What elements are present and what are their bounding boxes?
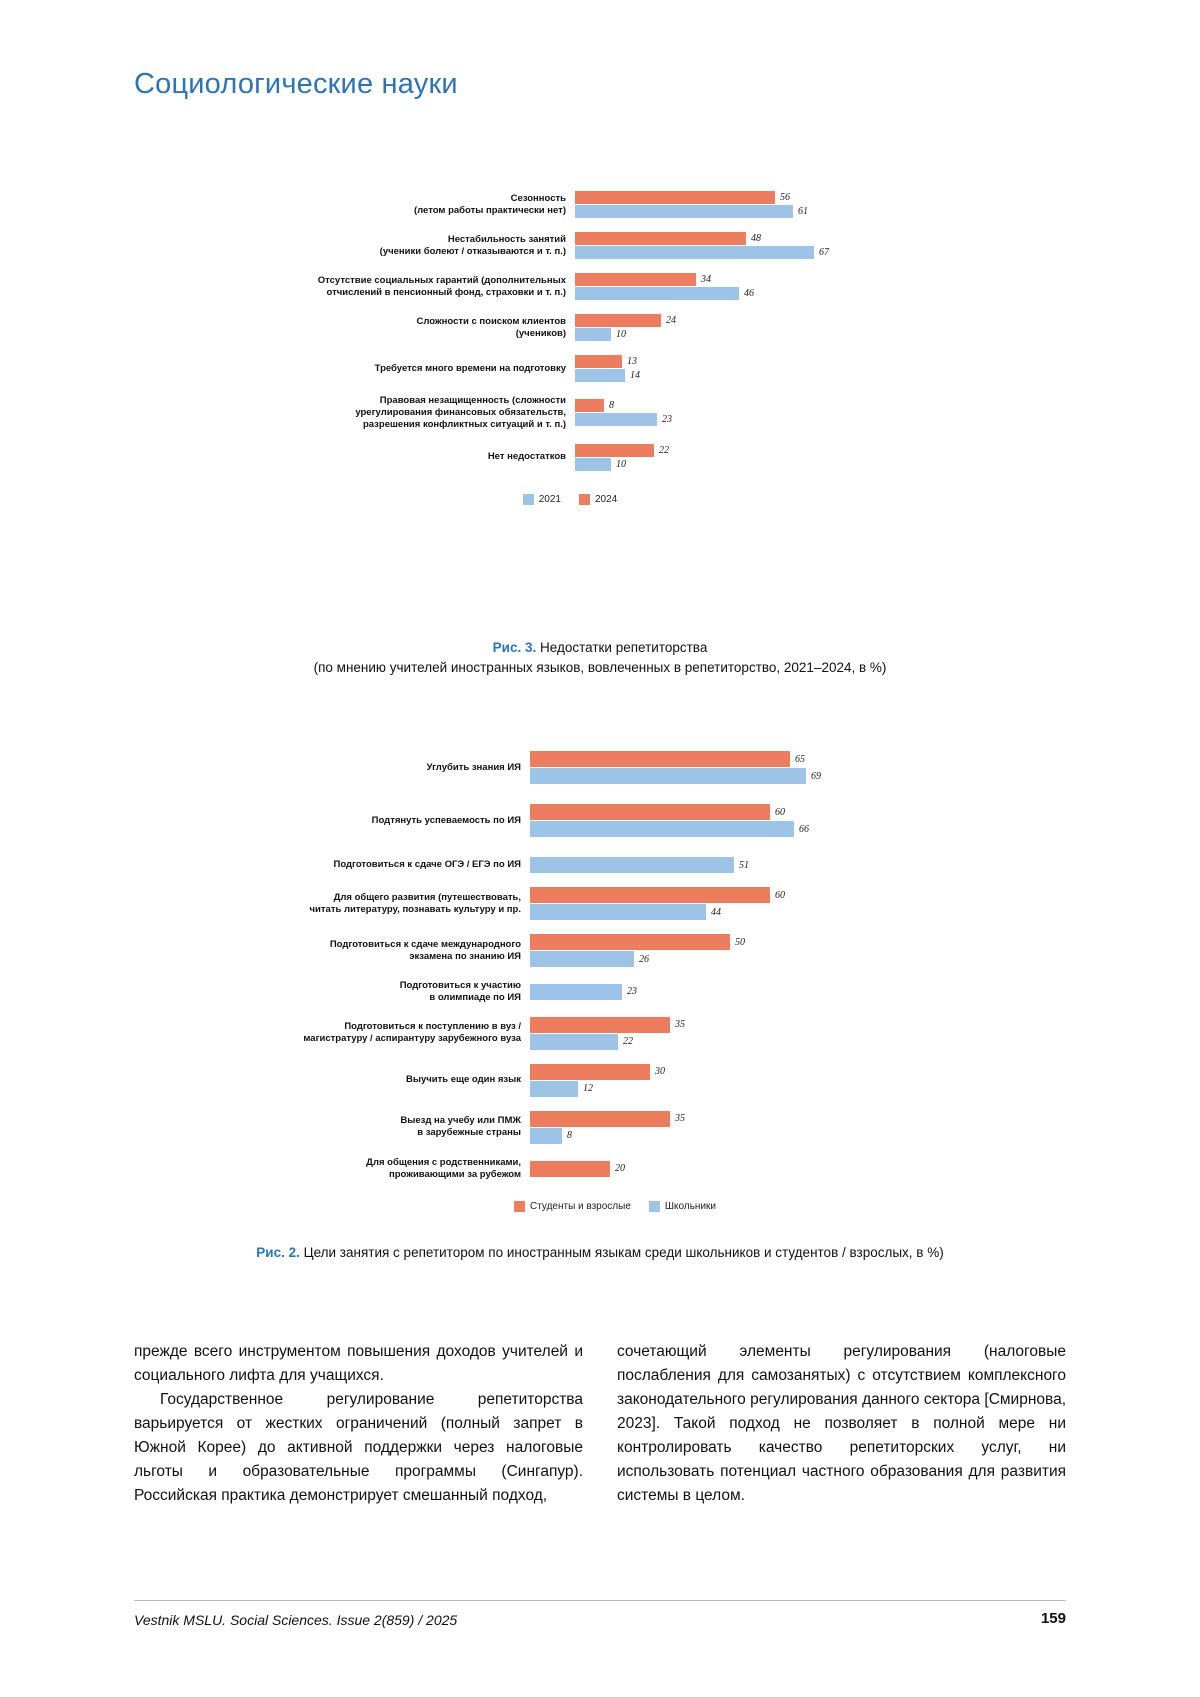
bar-value: 60 xyxy=(775,889,785,901)
chart-row xyxy=(300,313,920,342)
bar-pupils xyxy=(530,857,734,873)
category-label: Нестабильность занятий (ученики болеют / отказываются и т. п.) xyxy=(379,233,566,257)
legend-swatch-blue xyxy=(649,1201,660,1212)
bar-line xyxy=(575,314,920,327)
chart-row xyxy=(300,803,940,838)
figure-3-caption xyxy=(134,638,1066,679)
bar-line xyxy=(575,399,920,412)
bar-adults xyxy=(530,1161,610,1177)
bar-pupils xyxy=(530,904,706,920)
bar-line xyxy=(530,984,940,1000)
category-label: Сложности с поиском клиентов (учеников) xyxy=(416,315,566,339)
bar-value: 35 xyxy=(675,1019,685,1031)
bar-line xyxy=(530,887,940,903)
paragraph: сочетающий элементы регулирования (налоговые послабления для самозанятых) с отсутствием комплексного законодательного регулирования данного сектора [Смирнова, 2023]. Такой подход не позволяет в полной мере ни контролировать качество репетиторских услуг, ни использовать потенциал частного образования для развития системы в целом. xyxy=(617,1343,1066,1505)
category-label: Требуется много времени на подготовку xyxy=(374,362,566,374)
bar-value: 34 xyxy=(701,274,711,285)
bar-value: 46 xyxy=(744,288,754,299)
bar-value: 14 xyxy=(630,370,640,381)
bar-value: 50 xyxy=(735,936,745,948)
chart-row xyxy=(300,272,920,301)
paragraph: Государственное регулирование репетиторства варьируется от жестких ограничений (полный запрет в Южной Корее) до активной поддержки через налоговые льготы и образовательные программы (Сингапур). Российская практика демонстрирует смешанный подход, xyxy=(134,1391,583,1505)
category-label: Подготовиться к участию в олимпиаде по ИЯ xyxy=(399,980,521,1003)
bar-line xyxy=(530,1128,940,1144)
chart-row xyxy=(300,1110,940,1145)
bar-value: 23 xyxy=(662,414,672,426)
figure-3-caption-text: Недостатки репетиторства xyxy=(536,640,708,655)
bar-value: 65 xyxy=(795,753,805,765)
chart-row xyxy=(300,231,920,260)
bar-value: 23 xyxy=(627,986,637,998)
chart-row xyxy=(300,1063,940,1098)
paragraph: прежде всего инструментом повышения доходов учителей и социального лифта для учащихся. xyxy=(134,1343,583,1385)
bar-line xyxy=(530,1111,940,1127)
legend-label: Школьники xyxy=(664,1200,716,1212)
bar-2021 xyxy=(575,413,657,426)
category-label: Сезонность (летом работы практически нет) xyxy=(413,192,566,216)
bar-value: 22 xyxy=(659,444,669,456)
figure-2-caption-text: Цели занятия с репетитором по иностранным языкам среди школьников и студентов / взрослых, в %) xyxy=(299,1245,944,1260)
bar-line xyxy=(530,821,940,837)
bar-adults xyxy=(530,887,770,903)
bar-2021 xyxy=(575,458,611,471)
bar-value: 24 xyxy=(666,315,676,326)
bar-line xyxy=(530,857,940,873)
bar-group xyxy=(575,272,920,301)
page-title: Социологические науки xyxy=(134,68,458,100)
category-label: Подтянуть успеваемость по ИЯ xyxy=(371,814,521,826)
figure-3 xyxy=(300,190,920,505)
bar-adults xyxy=(530,751,790,767)
bar-2021 xyxy=(575,328,611,341)
bar-value: 56 xyxy=(780,192,790,203)
legend-swatch-orange xyxy=(579,494,590,505)
body-column-left xyxy=(134,1340,583,1508)
bar-adults xyxy=(530,1017,670,1033)
bar-pupils xyxy=(530,1128,562,1144)
chart-row xyxy=(300,886,940,921)
bar-line xyxy=(530,1064,940,1080)
bar-group xyxy=(530,856,940,874)
bar-value: 44 xyxy=(711,906,721,918)
category-label: Подготовиться к поступлению в вуз / магистратуру / аспирантуру зарубежного вуза xyxy=(303,1021,521,1045)
bar-line xyxy=(530,751,940,767)
bar-value: 51 xyxy=(739,859,749,871)
bar-2024 xyxy=(575,314,661,327)
bar-value: 20 xyxy=(615,1163,625,1175)
bar-line xyxy=(575,413,920,426)
legend-swatch-orange xyxy=(514,1201,525,1212)
bar-group xyxy=(530,1110,940,1145)
legend-item-2021 xyxy=(523,494,561,505)
bar-pupils xyxy=(530,951,634,967)
bar-group xyxy=(530,886,940,921)
bar-group xyxy=(530,750,940,785)
category-label: Выезд на учебу или ПМЖ в зарубежные страны xyxy=(400,1115,521,1139)
figure-3-plot xyxy=(300,190,920,472)
bar-value: 8 xyxy=(609,400,614,412)
category-label: Для общего развития (путешествовать, читать литературу, познавать культуру и пр. xyxy=(309,891,521,915)
bar-value: 35 xyxy=(675,1113,685,1125)
chart-row xyxy=(300,933,940,968)
bar-line xyxy=(575,369,920,382)
bar-group xyxy=(530,983,940,1001)
bar-line xyxy=(530,904,940,920)
body-columns xyxy=(134,1340,1066,1508)
bar-line xyxy=(575,328,920,341)
chart-row xyxy=(300,1016,940,1051)
bar-value: 8 xyxy=(567,1130,572,1142)
legend-item-adults xyxy=(514,1201,631,1212)
bar-group xyxy=(530,1063,940,1098)
bar-line xyxy=(575,444,920,457)
bar-value: 69 xyxy=(811,770,821,782)
bar-line xyxy=(530,804,940,820)
bar-line xyxy=(530,768,940,784)
bar-group xyxy=(530,933,940,968)
bar-line xyxy=(530,934,940,950)
figure-3-legend xyxy=(220,494,920,505)
category-label: Подготовиться к сдаче ОГЭ / ЕГЭ по ИЯ xyxy=(333,859,521,871)
bar-pupils xyxy=(530,1034,618,1050)
category-label: Углубить знания ИЯ xyxy=(426,761,521,773)
bar-line xyxy=(530,1034,940,1050)
bar-2021 xyxy=(575,205,793,218)
bar-value: 10 xyxy=(616,329,626,340)
footer-page-number: 159 xyxy=(1040,1610,1066,1627)
figure-2-plot xyxy=(300,750,940,1181)
legend-label: 2024 xyxy=(595,493,618,505)
bar-2024 xyxy=(575,444,654,457)
category-label: Правовая незащищенность (сложности урегулирования финансовых обязательств, разрешения конфликтных ситуаций и т. п.) xyxy=(355,395,566,430)
bar-2024 xyxy=(575,191,775,204)
chart-row xyxy=(300,443,920,472)
bar-adults xyxy=(530,1064,650,1080)
legend-item-pupils xyxy=(649,1201,716,1212)
bar-group xyxy=(575,443,920,472)
category-label: Отсутствие социальных гарантий (дополнительных отчислений в пенсионный фонд, страховки и т. п.) xyxy=(317,274,566,298)
bar-group xyxy=(575,231,920,260)
bar-line xyxy=(530,1081,940,1097)
bar-2024 xyxy=(575,232,746,245)
bar-group xyxy=(575,313,920,342)
bar-2024 xyxy=(575,273,696,286)
bar-line xyxy=(575,191,920,204)
bar-value: 67 xyxy=(819,247,829,258)
body-column-right xyxy=(617,1340,1066,1508)
bar-line xyxy=(575,246,920,259)
footer-divider xyxy=(134,1600,1066,1601)
bar-line xyxy=(575,232,920,245)
chart-row xyxy=(300,856,940,874)
category-label: Подготовиться к сдаче международного экзамена по знанию ИЯ xyxy=(329,938,521,962)
bar-adults xyxy=(530,934,730,950)
bar-pupils xyxy=(530,821,794,837)
bar-2024 xyxy=(575,399,604,412)
category-label: Для общения с родственниками, проживающими за рубежом xyxy=(366,1156,521,1180)
bar-group xyxy=(530,803,940,838)
bar-line xyxy=(575,273,920,286)
bar-line xyxy=(575,355,920,368)
chart-row xyxy=(300,354,920,383)
bar-2021 xyxy=(575,287,739,300)
bar-group xyxy=(575,190,920,219)
bar-pupils xyxy=(530,768,806,784)
bar-line xyxy=(575,287,920,300)
figure-3-caption-lead: Рис. 3. xyxy=(492,640,537,655)
bar-group xyxy=(575,354,920,383)
figure-3-subtitle: (по мнению учителей иностранных языков, вовлеченных в репетиторство, 2021–2024, в %) xyxy=(313,660,887,676)
chart-row xyxy=(300,190,920,219)
bar-value: 66 xyxy=(799,823,809,835)
chart-row xyxy=(300,395,920,431)
legend-swatch-blue xyxy=(523,494,534,505)
bar-line xyxy=(530,1161,940,1177)
category-label: Нет недостатков xyxy=(487,451,566,463)
bar-value: 48 xyxy=(751,233,761,244)
chart-row xyxy=(300,1157,940,1181)
footer-journal: Vestnik MSLU. Social Sciences. Issue 2(859) / 2025 xyxy=(134,1612,458,1628)
bar-value: 12 xyxy=(583,1083,593,1095)
bar-group xyxy=(530,1016,940,1051)
bar-2021 xyxy=(575,369,625,382)
bar-group xyxy=(575,398,920,427)
bar-line xyxy=(575,205,920,218)
figure-2 xyxy=(300,750,940,1212)
legend-label: Студенты и взрослые xyxy=(529,1200,631,1212)
chart-row xyxy=(300,750,940,785)
category-label: Выучить еще один язык xyxy=(405,1074,521,1086)
bar-value: 60 xyxy=(775,806,785,818)
bar-value: 61 xyxy=(798,206,808,217)
bar-value: 22 xyxy=(623,1036,633,1048)
figure-2-caption-lead: Рис. 2. xyxy=(256,1245,300,1260)
bar-value: 10 xyxy=(616,458,626,470)
bar-value: 13 xyxy=(627,356,637,367)
legend-item-2024 xyxy=(579,494,617,505)
bar-value: 26 xyxy=(639,953,649,965)
bar-2024 xyxy=(575,355,622,368)
bar-pupils xyxy=(530,984,622,1000)
bar-adults xyxy=(530,1111,670,1127)
chart-row xyxy=(300,980,940,1004)
bar-line xyxy=(530,951,940,967)
bar-adults xyxy=(530,804,770,820)
bar-line xyxy=(530,1017,940,1033)
bar-group xyxy=(530,1160,940,1178)
bar-pupils xyxy=(530,1081,578,1097)
bar-line xyxy=(575,458,920,471)
figure-2-legend xyxy=(290,1201,940,1212)
figure-2-caption xyxy=(134,1243,1066,1263)
legend-label: 2021 xyxy=(538,493,561,505)
bar-2021 xyxy=(575,246,814,259)
bar-value: 30 xyxy=(655,1066,665,1078)
